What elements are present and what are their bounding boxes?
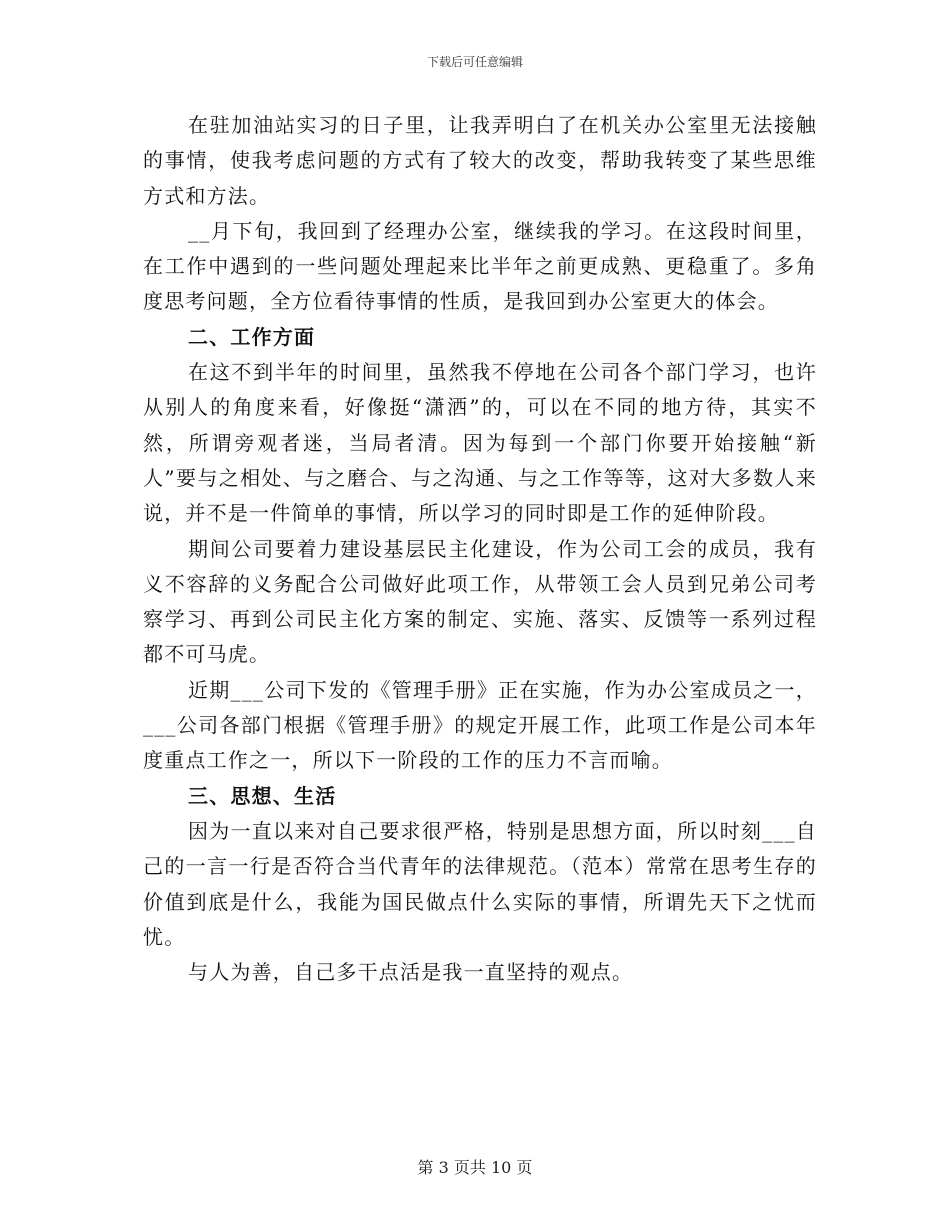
paragraph-department-learning: 在这不到半年的时间里，虽然我不停地在公司各个部门学习，也许从别人的角度来看，好像挺“潇洒”的，可以在不同的地方待，其实不然，所谓旁观者迷，当局者清。因为每到一个部门你要开始接触“新人”要与之相处、与之磨合、与之沟通、与之工作等等，这对大多数人来说，并不是一件简单的事情，所以学习的同时即是工作的延伸阶段。 bbox=[143, 360, 817, 526]
page-number: 第 3 页共 10 页 bbox=[417, 1158, 533, 1177]
document-body bbox=[143, 108, 817, 990]
paragraph-return-office: __月下旬，我回到了经理办公室，继续我的学习。在这段时间里，在工作中遇到的一些问题处理起来比半年之前更成熟、更稳重了。多角度思考问题，全方位看待事情的性质，是我回到办公室更大的体会。 bbox=[143, 218, 817, 314]
paragraph-internship-gas-station: 在驻加油站实习的日子里，让我弄明白了在机关办公室里无法接触的事情，使我考虑问题的方式有了较大的改变，帮助我转变了某些思维方式和方法。 bbox=[143, 113, 817, 208]
page-header: 下载后可任意编辑 bbox=[426, 55, 523, 69]
paragraph-management-manual: 近期___公司下发的《管理手册》正在实施，作为办公室成员之一，___公司各部门根据《管理手册》的规定开展工作，此项工作是公司本年度重点工作之一，所以下一阶段的工作的压力不言而喻。 bbox=[143, 677, 817, 773]
paragraph-self-discipline: 因为一直以来对自己要求很严格，特别是思想方面，所以时刻___自己的一言一行是否符合当代青年的法律规范。（范本）常常在思考生存的价值到底是什么，我能为国民做点什么实际的事情，所谓先天下之忧而忧。 bbox=[143, 818, 817, 949]
paragraph-kindness: 与人为善，自己多干点活是我一直坚持的观点。 bbox=[188, 960, 634, 985]
section-heading-thought-life: 三、思想、生活 bbox=[188, 783, 337, 808]
paragraph-democratization: 期间公司要着力建设基层民主化建设，作为公司工会的成员，我有义不容辞的义务配合公司做好此项工作，从带领工会人员到兄弟公司考察学习、再到公司民主化方案的制定、实施、落实、反馈等一系列过程都不可马虎。 bbox=[143, 536, 817, 667]
section-heading-work: 二、工作方面 bbox=[188, 324, 316, 349]
